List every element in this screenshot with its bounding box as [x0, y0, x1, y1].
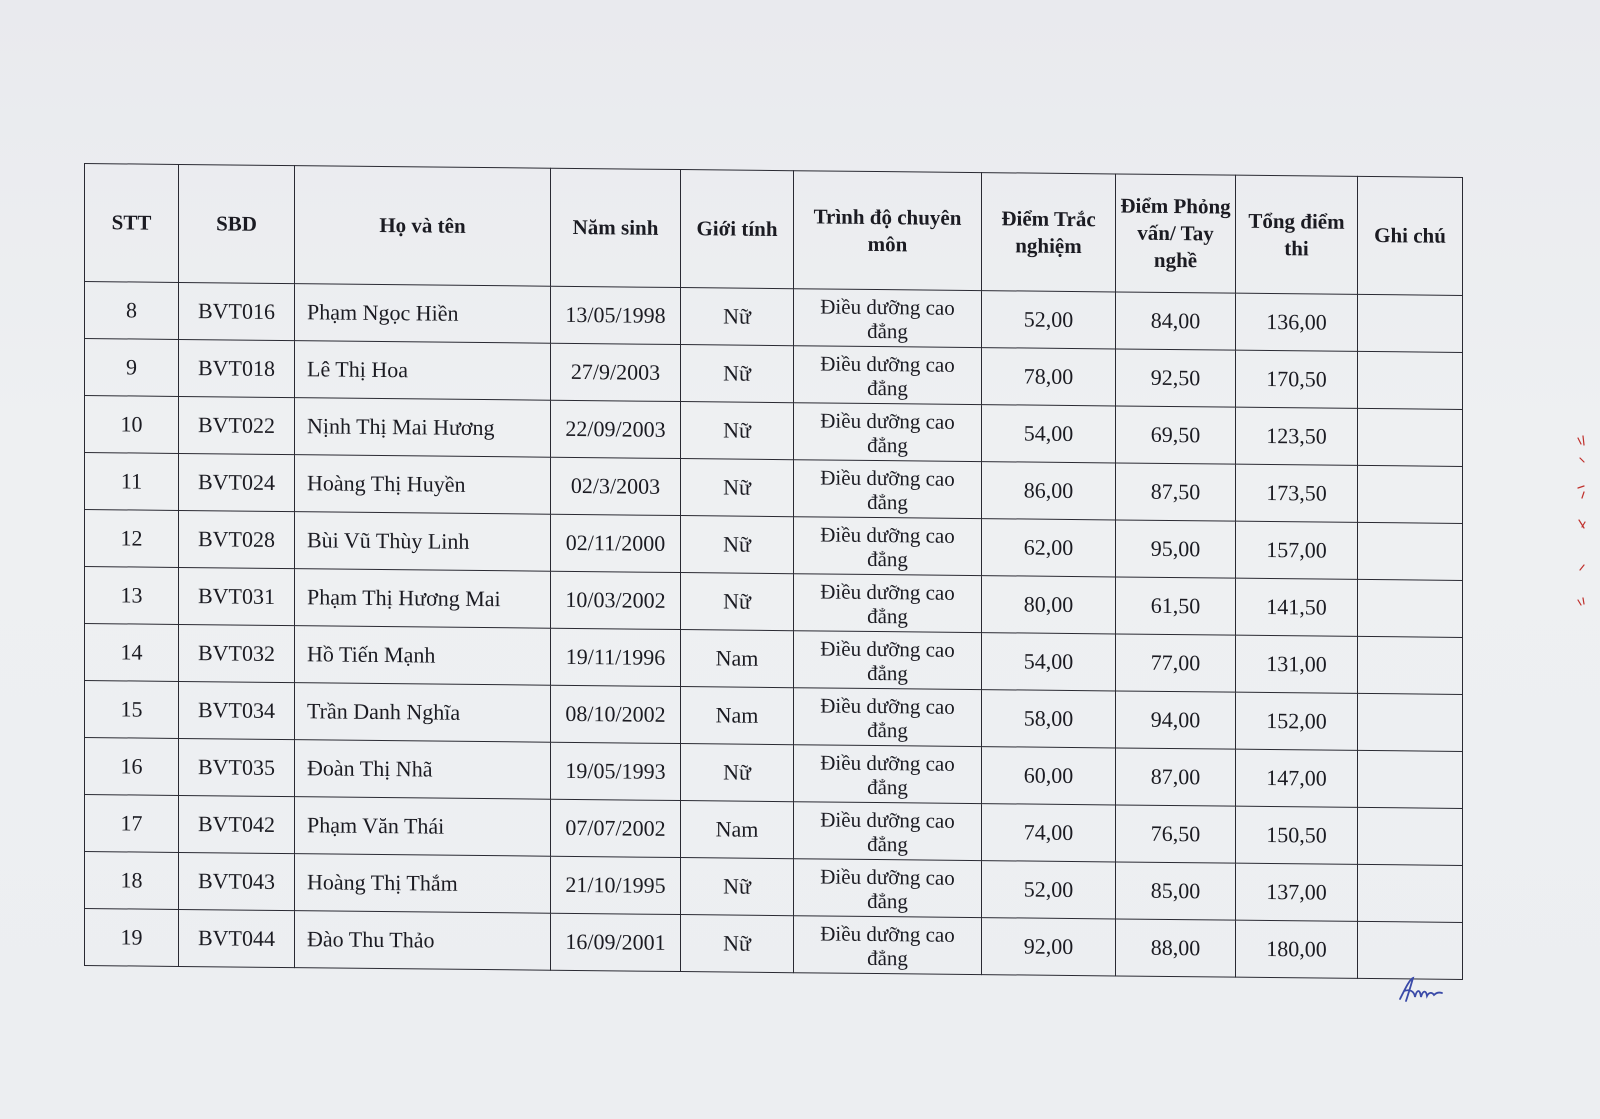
cell-total-score: 147,00	[1236, 749, 1358, 807]
cell-note	[1358, 693, 1463, 751]
cell-qualification: Điều dưỡng cao đẳng	[794, 460, 982, 519]
cell-quiz-score: 52,00	[982, 861, 1116, 919]
cell-gender: Nữ	[681, 459, 794, 517]
cell-quiz-score: 74,00	[982, 804, 1116, 862]
cell-stt: 15	[85, 681, 179, 739]
header-birth: Năm sinh	[551, 168, 681, 287]
cell-qualification: Điều dưỡng cao đẳng	[794, 745, 982, 804]
cell-total-score: 152,00	[1236, 692, 1358, 750]
cell-birth: 13/05/1998	[551, 286, 681, 344]
cell-total-score: 131,00	[1236, 635, 1358, 693]
cell-qualification: Điều dưỡng cao đẳng	[794, 574, 982, 633]
margin-marks	[1574, 430, 1594, 610]
cell-birth: 22/09/2003	[551, 400, 681, 458]
cell-name: Đào Thu Thảo	[295, 911, 551, 971]
cell-gender: Nữ	[681, 345, 794, 403]
cell-note	[1358, 294, 1463, 352]
cell-sbd: BVT042	[179, 795, 295, 853]
cell-birth: 07/07/2002	[551, 799, 681, 857]
cell-note	[1358, 750, 1463, 808]
cell-interview-score: 84,00	[1116, 292, 1236, 350]
cell-name: Trần Danh Nghĩa	[295, 683, 551, 743]
cell-name: Phạm Thị Hương Mai	[295, 569, 551, 629]
cell-interview-score: 85,00	[1116, 862, 1236, 920]
cell-quiz-score: 54,00	[982, 405, 1116, 463]
header-quiz-score: Điểm Trắc nghiệm	[982, 173, 1116, 292]
cell-note	[1358, 579, 1463, 637]
cell-interview-score: 87,50	[1116, 463, 1236, 521]
cell-stt: 8	[85, 282, 179, 340]
cell-total-score: 136,00	[1236, 293, 1358, 351]
cell-birth: 02/3/2003	[551, 457, 681, 515]
cell-qualification: Điều dưỡng cao đẳng	[794, 517, 982, 576]
cell-qualification: Điều dưỡng cao đẳng	[794, 802, 982, 861]
cell-note	[1358, 807, 1463, 865]
header-note: Ghi chú	[1358, 176, 1463, 295]
cell-name: Phạm Văn Thái	[295, 797, 551, 857]
signature-mark	[1396, 975, 1456, 1005]
cell-name: Hồ Tiến Mạnh	[295, 626, 551, 686]
cell-gender: Nữ	[681, 744, 794, 802]
cell-stt: 19	[85, 909, 179, 967]
cell-quiz-score: 60,00	[982, 747, 1116, 805]
cell-interview-score: 95,00	[1116, 520, 1236, 578]
cell-quiz-score: 62,00	[982, 519, 1116, 577]
cell-birth: 19/05/1993	[551, 742, 681, 800]
cell-note	[1358, 351, 1463, 409]
cell-stt: 12	[85, 510, 179, 568]
cell-gender: Nữ	[681, 288, 794, 346]
cell-stt: 11	[85, 453, 179, 511]
cell-note	[1358, 408, 1463, 466]
cell-total-score: 170,50	[1236, 350, 1358, 408]
cell-interview-score: 61,50	[1116, 577, 1236, 635]
cell-total-score: 150,50	[1236, 806, 1358, 864]
cell-name: Hoàng Thị Huyền	[295, 455, 551, 515]
cell-total-score: 141,50	[1236, 578, 1358, 636]
cell-gender: Nữ	[681, 858, 794, 916]
cell-interview-score: 76,50	[1116, 805, 1236, 863]
cell-stt: 9	[85, 339, 179, 397]
cell-total-score: 137,00	[1236, 863, 1358, 921]
cell-sbd: BVT044	[179, 909, 295, 967]
cell-interview-score: 94,00	[1116, 691, 1236, 749]
cell-gender: Nam	[681, 630, 794, 688]
cell-total-score: 157,00	[1236, 521, 1358, 579]
cell-sbd: BVT028	[179, 510, 295, 568]
cell-birth: 08/10/2002	[551, 685, 681, 743]
cell-total-score: 123,50	[1236, 407, 1358, 465]
header-name: Họ và tên	[295, 166, 551, 287]
cell-quiz-score: 52,00	[982, 291, 1116, 349]
cell-name: Hoàng Thị Thắm	[295, 854, 551, 914]
cell-quiz-score: 78,00	[982, 348, 1116, 406]
header-total-score: Tổng điểm thi	[1236, 175, 1358, 294]
cell-qualification: Điều dưỡng cao đẳng	[794, 916, 982, 975]
cell-qualification: Điều dưỡng cao đẳng	[794, 346, 982, 405]
cell-sbd: BVT034	[179, 681, 295, 739]
table-header-row	[85, 164, 1463, 296]
cell-quiz-score: 58,00	[982, 690, 1116, 748]
header-sbd: SBD	[179, 164, 295, 283]
cell-name: Nịnh Thị Mai Hương	[295, 398, 551, 458]
header-interview-score: Điểm Phỏng vấn/ Tay nghề	[1116, 174, 1236, 293]
cell-birth: 16/09/2001	[551, 913, 681, 971]
cell-qualification: Điều dưỡng cao đẳng	[794, 289, 982, 348]
cell-total-score: 173,50	[1236, 464, 1358, 522]
cell-stt: 17	[85, 795, 179, 853]
cell-stt: 18	[85, 852, 179, 910]
cell-total-score: 180,00	[1236, 920, 1358, 978]
cell-note	[1358, 522, 1463, 580]
cell-stt: 16	[85, 738, 179, 796]
cell-qualification: Điều dưỡng cao đẳng	[794, 403, 982, 462]
cell-gender: Nữ	[681, 573, 794, 631]
cell-gender: Nam	[681, 801, 794, 859]
cell-gender: Nữ	[681, 516, 794, 574]
cell-sbd: BVT022	[179, 396, 295, 454]
cell-qualification: Điều dưỡng cao đẳng	[794, 631, 982, 690]
cell-birth: 10/03/2002	[551, 571, 681, 629]
cell-note	[1358, 864, 1463, 922]
header-stt: STT	[85, 164, 179, 283]
cell-birth: 21/10/1995	[551, 856, 681, 914]
cell-sbd: BVT018	[179, 339, 295, 397]
cell-stt: 14	[85, 624, 179, 682]
cell-note	[1358, 465, 1463, 523]
cell-gender: Nữ	[681, 402, 794, 460]
exam-results-table	[84, 163, 1463, 980]
cell-qualification: Điều dưỡng cao đẳng	[794, 688, 982, 747]
cell-interview-score: 87,00	[1116, 748, 1236, 806]
header-qualification: Trình độ chuyên môn	[794, 171, 982, 291]
cell-stt: 13	[85, 567, 179, 625]
cell-interview-score: 69,50	[1116, 406, 1236, 464]
cell-sbd: BVT035	[179, 738, 295, 796]
cell-quiz-score: 92,00	[982, 918, 1116, 976]
cell-name: Lê Thị Hoa	[295, 341, 551, 401]
cell-note	[1358, 921, 1463, 979]
header-gender: Giới tính	[681, 170, 794, 289]
cell-sbd: BVT043	[179, 852, 295, 910]
cell-interview-score: 92,50	[1116, 349, 1236, 407]
cell-birth: 27/9/2003	[551, 343, 681, 401]
cell-birth: 02/11/2000	[551, 514, 681, 572]
cell-sbd: BVT031	[179, 567, 295, 625]
cell-stt: 10	[85, 396, 179, 454]
cell-interview-score: 88,00	[1116, 919, 1236, 977]
cell-interview-score: 77,00	[1116, 634, 1236, 692]
cell-sbd: BVT016	[179, 282, 295, 340]
cell-name: Phạm Ngọc Hiền	[295, 284, 551, 344]
cell-qualification: Điều dưỡng cao đẳng	[794, 859, 982, 918]
cell-sbd: BVT032	[179, 624, 295, 682]
cell-note	[1358, 636, 1463, 694]
cell-quiz-score: 86,00	[982, 462, 1116, 520]
cell-birth: 19/11/1996	[551, 628, 681, 686]
cell-gender: Nữ	[681, 915, 794, 973]
cell-name: Đoàn Thị Nhã	[295, 740, 551, 800]
cell-quiz-score: 54,00	[982, 633, 1116, 691]
cell-gender: Nam	[681, 687, 794, 745]
cell-name: Bùi Vũ Thùy Linh	[295, 512, 551, 572]
cell-quiz-score: 80,00	[982, 576, 1116, 634]
cell-sbd: BVT024	[179, 453, 295, 511]
